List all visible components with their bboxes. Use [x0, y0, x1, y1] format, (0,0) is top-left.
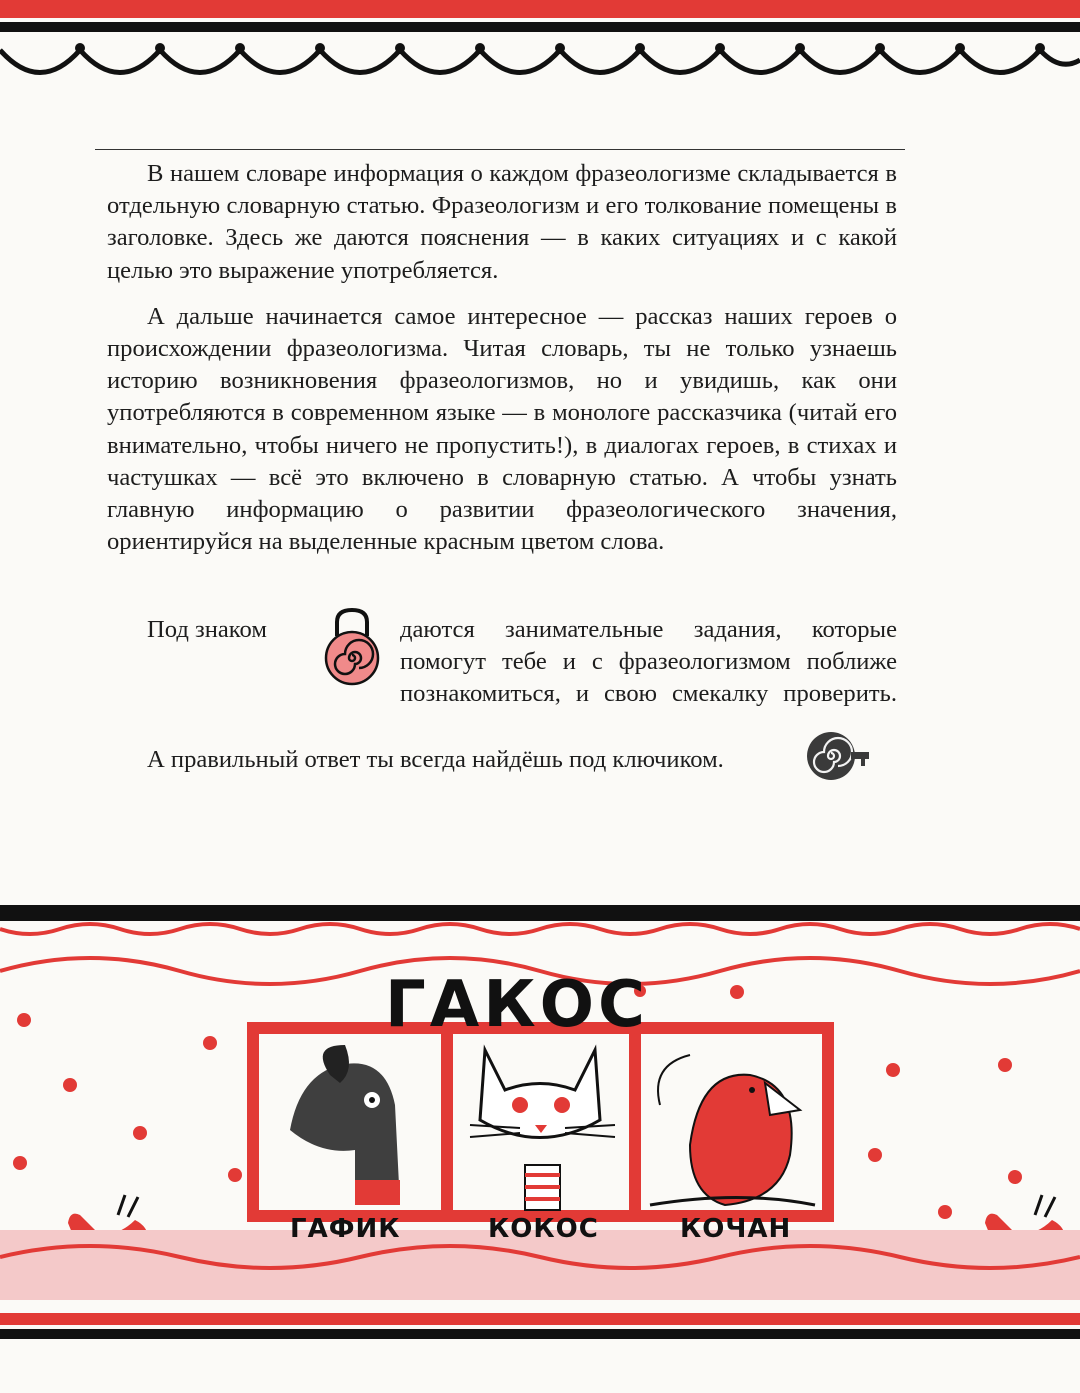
key-spiral-icon	[801, 728, 871, 784]
bird-drawing	[650, 1055, 815, 1205]
paragraph-1: В нашем словаре информация о каждом фразеологизме складывается в отдельную словарную статью. Фразеологизм и его толкование помещены в заголовке. Здесь же даются пояснения — в каких ситуациях и с какой целью это выражение употребляется.	[107, 160, 897, 284]
heroes-title: ГАКОС	[385, 968, 649, 1042]
scallop-dots	[75, 43, 1045, 53]
lock-spiral-icon	[319, 606, 385, 686]
scallop-line	[0, 50, 1080, 73]
answer-text: А правильный ответ ты всегда найдёшь под ключиком.	[147, 746, 724, 773]
cat-drawing	[470, 1050, 615, 1210]
intro-text	[107, 158, 897, 572]
dog-drawing	[290, 1045, 400, 1205]
task-prefix: Под знаком	[147, 616, 267, 643]
hero-name-kochan: КОЧАН	[680, 1214, 792, 1244]
top-red-band	[0, 0, 1080, 18]
wave-line-top	[0, 924, 1080, 934]
task-text: даются занимательные задания, которые помогут тебе и с фразеологизмом поближе познакомиться, и свою смекалку проверить.	[400, 616, 897, 708]
top-ornament-border	[0, 0, 1080, 150]
bottom-black-band-2	[0, 1329, 1080, 1339]
paragraph-2: А дальше начинается самое интересное — рассказ наших героев о происхождении фразеологизма. Читая словарь, ты не только узнаешь историю возникновения фразеологизмов, но и увидишь, как они употребляются в современном языке — в монологе рассказчика (читай его внимательно, чтобы ничего не пропустить!), в диалогах героев, в стихах и частушках — всё это включено в словарную статью. А чтобы узнать главную информацию о развитии фразеологического значения, ориентируйся на выделенные красным цветом слова.	[107, 302, 897, 556]
hero-name-gafik: ГАФИК	[290, 1214, 401, 1244]
hero-name-kokos: КОКОС	[488, 1214, 599, 1244]
bottom-red-band	[0, 1313, 1080, 1325]
top-black-band	[0, 22, 1080, 32]
task-explanation	[107, 614, 897, 714]
bottom-black-band	[0, 905, 1080, 921]
